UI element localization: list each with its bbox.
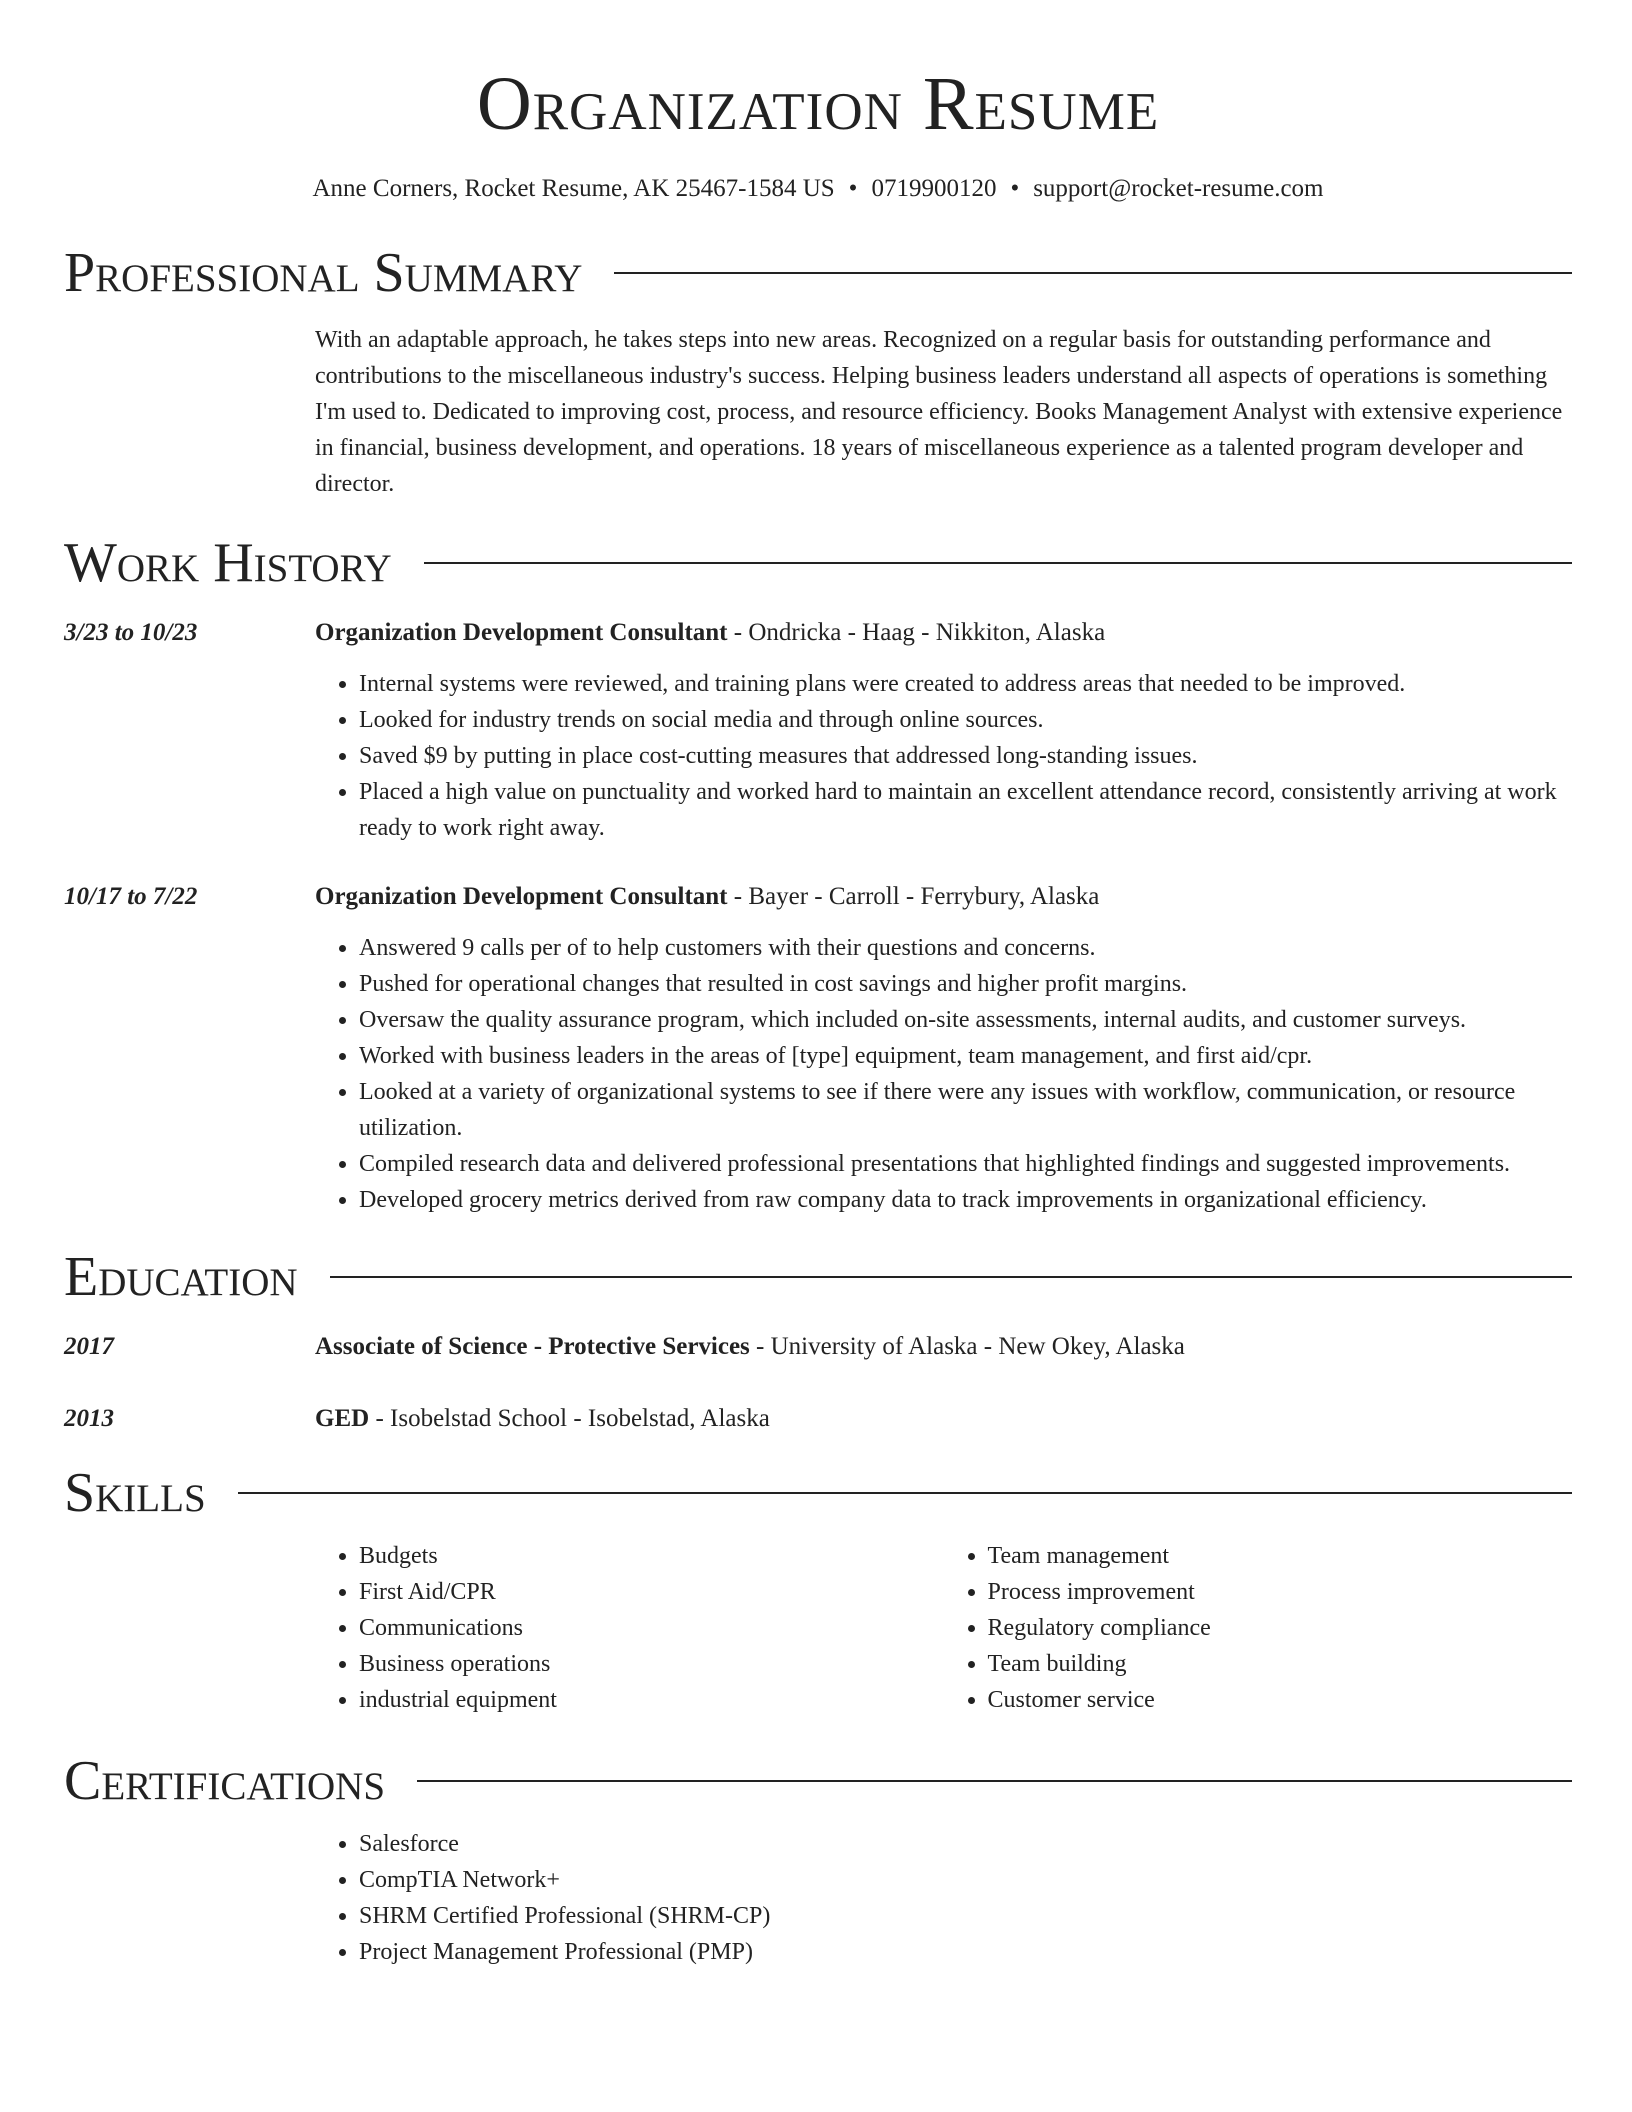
resume-name: Organization Resume [476, 62, 1160, 146]
list-item: • Regulatory compliance [988, 1610, 1573, 1646]
contact-address: Anne Corners, Rocket Resume, AK 25467-1584 US [312, 175, 835, 202]
job-company: - Ondricka - Haag - Nikkiton, Alaska [727, 619, 1106, 646]
section-title-summary: Professional Summary [64, 242, 583, 304]
list-item: • Communications [359, 1610, 944, 1646]
list-item: • Placed a high value on punctuality and worked hard to maintain an excellent attendance record, consistently arriving at work ready to work right away. [359, 774, 1572, 846]
education-entry [64, 1402, 1572, 1436]
list-item: • Internal systems were reviewed, and training plans were created to address areas that needed to be improved. [359, 666, 1572, 702]
list-item: • Team management [988, 1538, 1573, 1574]
job-bullets [315, 666, 1572, 846]
list-item: • industrial equipment [359, 1682, 944, 1718]
job-dates: 10/17 to 7/22 [64, 883, 198, 910]
education-degree: Associate of Science - Protective Services [315, 1333, 750, 1360]
contact-phone: 0719900120 [871, 175, 997, 202]
list-item: • SHRM Certified Professional (SHRM-CP) [359, 1898, 1572, 1934]
section-header [64, 532, 1572, 594]
education-degree: GED [315, 1405, 370, 1432]
list-item: • Project Management Professional (PMP) [359, 1934, 1572, 1970]
section-title-certifications: Certifications [64, 1750, 386, 1812]
list-item: • Compiled research data and delivered professional presentations that highlighted findings and suggested improvements. [359, 1146, 1572, 1182]
summary-section [64, 242, 1572, 502]
section-divider [424, 562, 1572, 564]
list-item: • Customer service [988, 1682, 1573, 1718]
job-bullets [315, 930, 1572, 1218]
list-item: • Developed grocery metrics derived from raw company data to track improvements in organizational efficiency. [359, 1182, 1572, 1218]
skills-section [64, 1462, 1572, 1718]
certifications-section [64, 1750, 1572, 1970]
certifications-list [315, 1826, 1572, 1970]
list-item: • Saved $9 by putting in place cost-cutting measures that addressed long-standing issues. [359, 738, 1572, 774]
section-title-skills: Skills [64, 1462, 206, 1524]
section-title-education: Education [64, 1246, 298, 1308]
education-school: - Isobelstad School - Isobelstad, Alaska [369, 1405, 770, 1432]
list-item: • Process improvement [988, 1574, 1573, 1610]
list-item: • Looked for industry trends on social media and through online sources. [359, 702, 1572, 738]
work-history-section [64, 532, 1572, 1218]
list-item: • Oversaw the quality assurance program, which included on-site assessments, internal audits, and customer surveys. [359, 1002, 1572, 1038]
contact-line [64, 172, 1572, 206]
skills-grid [315, 1538, 1572, 1718]
job-heading [315, 880, 1572, 914]
list-item: • Budgets [359, 1538, 944, 1574]
section-divider [614, 272, 1572, 274]
list-item: • Looked at a variety of organizational systems to see if there were any issues with workflow, communication, or resource utilization. [359, 1074, 1572, 1146]
list-item: • Pushed for operational changes that resulted in cost savings and higher profit margins. [359, 966, 1572, 1002]
education-heading [315, 1402, 1572, 1436]
education-heading [315, 1330, 1572, 1364]
list-item: • First Aid/CPR [359, 1574, 944, 1610]
list-item: • Answered 9 calls per of to help customers with their questions and concerns. [359, 930, 1572, 966]
section-divider [330, 1276, 1572, 1278]
job-role: Organization Development Consultant [315, 883, 728, 910]
education-entry [64, 1330, 1572, 1364]
job-role: Organization Development Consultant [315, 619, 728, 646]
contact-separator: • [1010, 175, 1020, 202]
summary-text: With an adaptable approach, he takes steps into new areas. Recognized on a regular basis for outstanding performance and contributions to the miscellaneous industry's success. Helping business leaders understand all aspects of operations is something I'm used to. Dedicated to improving cost, process, and resource efficiency. Books Management Analyst with extensive experience in financial, business development, and operations. 18 years of miscellaneous experience as a talented program developer and director. [315, 327, 1563, 497]
section-title-work: Work History [64, 532, 392, 594]
section-divider [417, 1780, 1572, 1782]
job-dates: 3/23 to 10/23 [64, 619, 198, 646]
job-entry [64, 616, 1572, 846]
section-header [64, 1462, 1572, 1524]
skills-list-right [944, 1538, 1573, 1718]
section-header [64, 1246, 1572, 1308]
education-year: 2017 [64, 1333, 114, 1360]
section-header [64, 242, 1572, 304]
education-section [64, 1246, 1572, 1436]
job-entry [64, 880, 1572, 1218]
education-year: 2013 [64, 1405, 114, 1432]
list-item: • Team building [988, 1646, 1573, 1682]
section-divider [238, 1492, 1572, 1494]
job-heading [315, 616, 1572, 650]
list-item: • Salesforce [359, 1826, 1572, 1862]
list-item: • Business operations [359, 1646, 944, 1682]
contact-separator: • [848, 175, 858, 202]
job-company: - Bayer - Carroll - Ferrybury, Alaska [727, 883, 1100, 910]
education-school: - University of Alaska - New Okey, Alaska [749, 1333, 1185, 1360]
list-item: • Worked with business leaders in the areas of [type] equipment, team management, and first aid/cpr. [359, 1038, 1572, 1074]
section-header [64, 1750, 1572, 1812]
skills-list-left [315, 1538, 944, 1718]
list-item: • CompTIA Network+ [359, 1862, 1572, 1898]
contact-email[interactable]: support@rocket-resume.com [1033, 175, 1324, 202]
resume-page [64, 0, 1572, 1970]
